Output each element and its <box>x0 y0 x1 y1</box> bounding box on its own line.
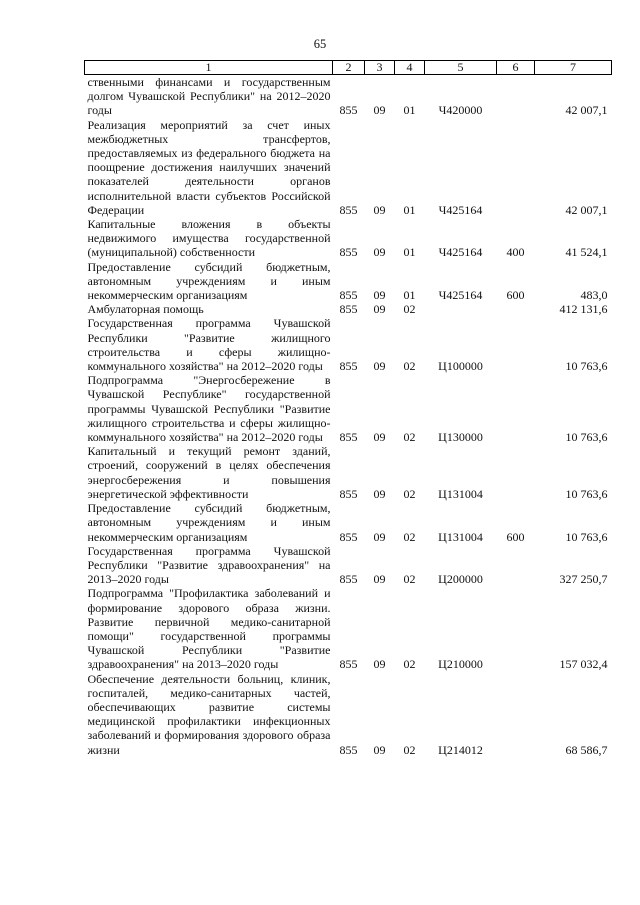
column-header: 1 <box>85 61 333 75</box>
row-amount: 10 763,6 <box>565 359 608 374</box>
row-expense-type-code <box>497 586 535 671</box>
row-description: Подпрограмма "Энергосбережение в Чувашской Республике" государственной программы Чувашской Республики "Развитие жилищного строительства и сферы жилищно-коммунального хозяйства" на 2012–2020 годы <box>87 373 331 445</box>
table-row <box>85 118 612 217</box>
row-subsection-code: 02 <box>403 486 416 501</box>
row-description: ственными финансами и государственным долгом Чувашской Республики" на 2012–2020 годы <box>87 75 331 118</box>
table-row <box>85 260 612 303</box>
row-ministry-code: 855 <box>339 430 358 445</box>
row-amount: 42 007,1 <box>565 103 608 118</box>
table-row <box>85 544 612 587</box>
row-section-code: 09 <box>373 486 386 501</box>
row-subsection-code: 02 <box>403 302 416 317</box>
row-subsection-code: 02 <box>403 529 416 544</box>
row-ministry-code: 855 <box>339 529 358 544</box>
table-row <box>85 501 612 544</box>
row-section-code: 09 <box>373 529 386 544</box>
row-description: Капитальный и текущий ремонт зданий, строений, сооружений в целях обеспечения энергосбережения и повышения энергетической эффективности <box>87 444 331 501</box>
row-subsection-code: 02 <box>403 742 416 757</box>
row-target-article-code: Ц131004 <box>438 486 483 501</box>
row-target-article-code: Ц100000 <box>438 359 483 374</box>
row-section-code: 09 <box>373 572 386 587</box>
row-section-code: 09 <box>373 103 386 118</box>
column-header: 7 <box>535 61 612 75</box>
row-description: Предоставление субсидий бюджетным, автономным учреждениям и иным некоммерческим организациям <box>87 259 331 303</box>
table-header-row <box>85 61 612 75</box>
row-target-article-code: Ч425164 <box>438 202 483 217</box>
row-target-article-code: Ц130000 <box>438 430 483 445</box>
row-expense-type-code: 600 <box>506 288 525 303</box>
table-row <box>85 217 612 260</box>
page-number: 65 <box>313 37 327 51</box>
row-section-code: 09 <box>373 657 386 672</box>
row-expense-type-code <box>497 373 535 444</box>
row-description: Реализация мероприятий за счет иных межбюджетных трансфертов, предоставляемых из федерального бюджета на поощрение достижения наилучших значений показателей деятельности органов исполнительной власти субъектов Российской Федерации <box>87 117 331 217</box>
row-amount: 41 524,1 <box>565 245 608 260</box>
row-description: Предоставление субсидий бюджетным, автономным учреждениям и иным некоммерческим организациям <box>87 501 331 544</box>
row-expense-type-code <box>497 302 535 316</box>
table-row <box>85 586 612 671</box>
row-target-article-code: Ч425164 <box>438 245 483 260</box>
row-amount: 10 763,6 <box>565 486 608 501</box>
row-target-article-code <box>425 302 497 316</box>
row-target-article-code: Ц131004 <box>438 529 483 544</box>
budget-table <box>84 60 612 757</box>
row-amount: 483,0 <box>580 288 608 303</box>
row-section-code: 09 <box>373 302 386 317</box>
row-subsection-code: 01 <box>403 245 416 260</box>
table-row <box>85 302 612 316</box>
row-ministry-code: 855 <box>339 202 358 217</box>
row-amount: 157 032,4 <box>559 657 608 672</box>
row-description: Амбулаторная помощь <box>87 302 204 317</box>
row-expense-type-code <box>497 544 535 587</box>
row-ministry-code: 855 <box>339 359 358 374</box>
row-subsection-code: 01 <box>403 103 416 118</box>
row-subsection-code: 01 <box>403 202 416 217</box>
table-row <box>85 672 612 757</box>
row-section-code: 09 <box>373 430 386 445</box>
row-ministry-code: 855 <box>339 486 358 501</box>
row-amount: 68 586,7 <box>565 742 608 757</box>
row-expense-type-code <box>497 118 535 217</box>
row-section-code: 09 <box>373 288 386 303</box>
row-subsection-code: 02 <box>403 572 416 587</box>
row-section-code: 09 <box>373 202 386 217</box>
row-section-code: 09 <box>373 359 386 374</box>
column-header: 5 <box>425 61 497 75</box>
row-section-code: 09 <box>373 245 386 260</box>
row-subsection-code: 02 <box>403 430 416 445</box>
row-amount: 327 250,7 <box>559 572 608 587</box>
column-header: 6 <box>497 61 535 75</box>
row-target-article-code: Ц210000 <box>438 657 483 672</box>
row-subsection-code: 01 <box>403 288 416 303</box>
row-description: Обеспечение деятельности больниц, клиник, госпиталей, медико-санитарных частей, обеспечивающих развитие системы медицинской профилактики инфекционных заболеваний и формирования здорового образа жизни <box>87 671 331 757</box>
row-description: Государственная программа Чувашской Республики "Развитие здравоохранения" на 2013–2020 годы <box>87 543 331 587</box>
row-ministry-code: 855 <box>339 288 358 303</box>
table-row <box>85 444 612 501</box>
row-ministry-code: 855 <box>339 742 358 757</box>
row-ministry-code: 855 <box>339 657 358 672</box>
column-header: 2 <box>333 61 365 75</box>
row-amount: 10 763,6 <box>565 430 608 445</box>
row-ministry-code: 855 <box>339 245 358 260</box>
row-expense-type-code <box>497 444 535 501</box>
row-ministry-code: 855 <box>339 302 358 317</box>
row-target-article-code: Ч420000 <box>438 103 483 118</box>
row-target-article-code: Ц214012 <box>438 742 483 757</box>
row-description: Капитальные вложения в объекты недвижимого имущества государственной (муниципальной) собственности <box>87 217 331 260</box>
row-section-code: 09 <box>373 742 386 757</box>
row-expense-type-code: 600 <box>506 529 525 544</box>
row-expense-type-code <box>497 316 535 373</box>
table-row <box>85 75 612 118</box>
row-ministry-code: 855 <box>339 572 358 587</box>
column-header: 3 <box>365 61 395 75</box>
table-row <box>85 316 612 373</box>
row-expense-type-code <box>497 672 535 757</box>
row-expense-type-code <box>497 75 535 118</box>
row-subsection-code: 02 <box>403 657 416 672</box>
row-target-article-code: Ч425164 <box>438 288 483 303</box>
row-target-article-code: Ц200000 <box>438 572 483 587</box>
row-description: Государственная программа Чувашской Республики "Развитие жилищного строительства и сферы жилищно-коммунального хозяйства" на 2012–2020 годы <box>87 316 331 374</box>
row-subsection-code: 02 <box>403 359 416 374</box>
table-row <box>85 373 612 444</box>
row-description: Подпрограмма "Профилактика заболеваний и формирование здорового образа жизни. Развитие первичной медико-санитарной помощи" государственной программы Чувашской Республики "Развитие здравоохранения" на 2013–2020 годы <box>87 586 331 672</box>
row-amount: 42 007,1 <box>565 202 608 217</box>
row-ministry-code: 855 <box>339 103 358 118</box>
column-header: 4 <box>395 61 425 75</box>
row-amount: 10 763,6 <box>565 529 608 544</box>
row-amount: 412 131,6 <box>559 302 608 317</box>
row-expense-type-code: 400 <box>506 245 525 260</box>
